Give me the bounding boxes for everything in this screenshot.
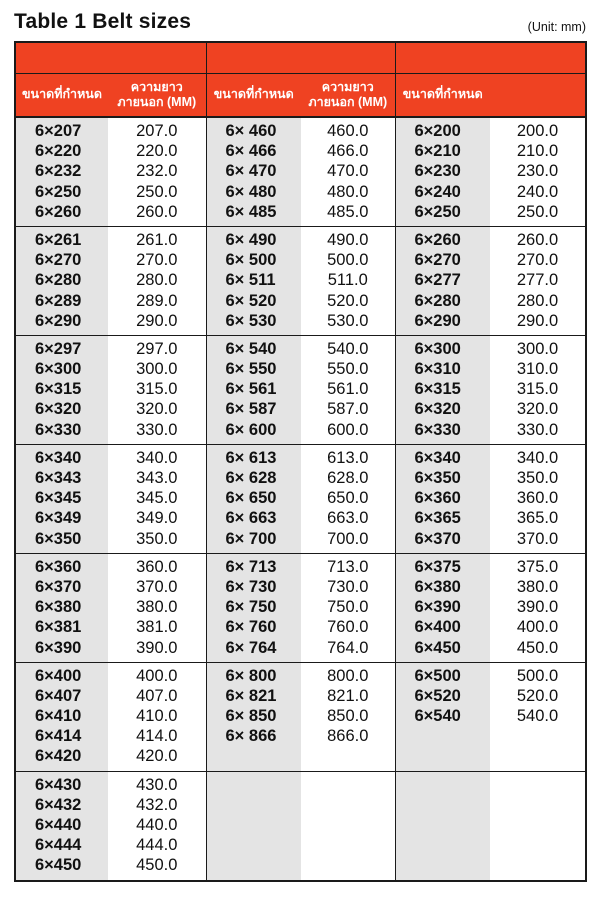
outer-length-value: 207.0	[136, 122, 178, 140]
header-band-section-2	[206, 42, 395, 73]
outer-length-value: 300.0	[136, 360, 178, 379]
length-cell	[490, 226, 586, 335]
belt-size-value: 6×390	[414, 598, 461, 617]
belt-size-value: 6×520	[414, 686, 461, 705]
size-column-header: ขนาดที่กำหนด	[395, 73, 490, 117]
belt-size-value: 6× 600	[225, 420, 277, 439]
length-cell	[301, 771, 395, 880]
outer-length-value: 260.0	[136, 202, 178, 221]
belt-size-value: 6×381	[35, 618, 82, 637]
outer-length-value: 300.0	[516, 339, 559, 358]
outer-length-value: 530.0	[327, 311, 369, 330]
length-cell	[108, 553, 206, 662]
outer-length-value: 375.0	[516, 557, 559, 576]
length-cell	[490, 335, 586, 444]
outer-length-value: 650.0	[327, 489, 369, 508]
outer-length-value: 400.0	[516, 618, 559, 637]
header-band-section-3	[395, 42, 586, 73]
belt-size-value: 6×350	[414, 469, 461, 487]
outer-length-value: 330.0	[516, 420, 559, 439]
outer-length-value: 466.0	[327, 142, 369, 161]
belt-size-value: 6×343	[35, 469, 82, 487]
belt-size-value: 6× 520	[225, 291, 277, 310]
outer-length-value: 485.0	[327, 202, 369, 221]
size-cell	[206, 553, 301, 662]
length-cell	[490, 553, 586, 662]
belt-size-value: 6×444	[35, 836, 82, 855]
belt-size-value: 6×261	[35, 230, 82, 249]
outer-length-value: 290.0	[516, 311, 559, 330]
header-band-section-1	[15, 42, 206, 73]
length-cell	[301, 117, 395, 226]
outer-length-value: 315.0	[136, 380, 178, 399]
belt-size-value: 6× 850	[225, 707, 277, 726]
length-cell	[490, 662, 586, 771]
outer-length-value: 800.0	[327, 666, 369, 685]
size-cell	[395, 335, 490, 444]
belt-size-value: 6×240	[414, 182, 461, 201]
table-group-row	[15, 117, 586, 226]
outer-length-value: 460.0	[327, 122, 369, 140]
belt-size-value: 6×300	[414, 339, 461, 358]
outer-length-value: 613.0	[327, 448, 369, 467]
belt-size-value: 6×320	[35, 400, 82, 419]
belt-size-value: 6×440	[35, 816, 82, 834]
outer-length-value: 320.0	[516, 400, 559, 419]
belt-size-value: 6×400	[35, 666, 82, 685]
belt-size-value: 6× 663	[225, 509, 277, 528]
outer-length-value: 520.0	[327, 291, 369, 310]
size-cell	[206, 226, 301, 335]
outer-length-value: 628.0	[327, 469, 369, 487]
outer-length-value: 407.0	[136, 686, 178, 705]
outer-length-value: 540.0	[516, 707, 559, 726]
outer-length-value: 240.0	[516, 182, 559, 201]
table-group-row	[15, 771, 586, 880]
belt-size-value: 6×320	[414, 400, 461, 419]
belt-size-value: 6×400	[414, 618, 461, 637]
outer-length-value: 340.0	[516, 448, 559, 467]
belt-size-value: 6×414	[35, 727, 82, 746]
belt-size-value: 6×340	[35, 448, 82, 467]
belt-size-value: 6× 750	[225, 598, 277, 617]
outer-length-value: 250.0	[516, 202, 559, 221]
belt-size-value: 6×250	[35, 182, 82, 201]
outer-length-value: 480.0	[327, 182, 369, 201]
size-cell	[395, 226, 490, 335]
length-cell	[490, 117, 586, 226]
length-header-line-1: ความยาว	[321, 79, 374, 94]
belt-size-value: 6× 650	[225, 489, 277, 508]
belt-size-value: 6× 540	[225, 339, 277, 358]
outer-length-value: 343.0	[136, 469, 178, 487]
outer-length-value: 380.0	[136, 598, 178, 617]
belt-size-table	[14, 41, 587, 882]
outer-length-value: 500.0	[327, 251, 369, 270]
size-cell	[15, 553, 108, 662]
belt-size-value: 6× 470	[225, 162, 277, 181]
outer-length-value: 350.0	[516, 469, 559, 487]
table-group-row	[15, 226, 586, 335]
length-cell	[108, 771, 206, 880]
outer-length-value: 365.0	[516, 509, 559, 528]
outer-length-value: 490.0	[327, 230, 369, 249]
belt-size-value: 6×370	[35, 577, 82, 596]
outer-length-value: 390.0	[136, 638, 178, 657]
outer-length-value: 390.0	[516, 598, 559, 617]
outer-length-value: 360.0	[516, 489, 559, 508]
belt-size-value: 6×360	[414, 489, 461, 508]
belt-size-value: 6×280	[414, 291, 461, 310]
belt-size-value: 6×210	[414, 142, 461, 161]
belt-size-value: 6× 561	[225, 380, 277, 399]
belt-size-value: 6×277	[414, 271, 461, 290]
belt-size-value: 6× 530	[225, 311, 277, 330]
size-cell	[206, 444, 301, 553]
outer-length-value: 310.0	[516, 360, 559, 379]
outer-length-value: 561.0	[327, 380, 369, 399]
title-bar	[0, 0, 600, 40]
outer-length-value: 297.0	[136, 339, 178, 358]
belt-size-value: 6×260	[414, 230, 461, 249]
belt-size-value: 6×360	[35, 557, 82, 576]
table-group-row	[15, 444, 586, 553]
belt-size-value: 6×345	[35, 489, 82, 508]
belt-size-value: 6×365	[414, 509, 461, 528]
outer-length-value: 600.0	[327, 420, 369, 439]
belt-size-value: 6× 466	[225, 142, 277, 161]
belt-size-value: 6×407	[35, 686, 82, 705]
belt-size-value: 6× 866	[225, 727, 277, 746]
column-header-row	[15, 73, 586, 117]
outer-length-value: 350.0	[136, 529, 178, 548]
size-cell	[395, 444, 490, 553]
belt-size-value: 6×289	[35, 291, 82, 310]
belt-size-value: 6×500	[414, 666, 461, 685]
belt-size-value: 6×290	[35, 311, 82, 330]
belt-size-value: 6× 700	[225, 529, 277, 548]
outer-length-value: 232.0	[136, 162, 178, 181]
length-cell	[108, 117, 206, 226]
outer-length-value: 414.0	[136, 727, 178, 746]
size-column-header: ขนาดที่กำหนด	[15, 73, 108, 117]
outer-length-value: 866.0	[327, 727, 369, 746]
belt-size-value: 6×200	[414, 122, 461, 140]
size-cell	[395, 771, 490, 880]
outer-length-value: 381.0	[136, 618, 178, 637]
table-group-row	[15, 553, 586, 662]
belt-size-value: 6×370	[414, 529, 461, 548]
belt-size-value: 6× 713	[225, 557, 277, 576]
outer-length-value: 444.0	[136, 836, 178, 855]
size-cell	[15, 226, 108, 335]
outer-length-value: 700.0	[327, 529, 369, 548]
outer-length-value: 370.0	[136, 577, 178, 596]
outer-length-value: 420.0	[136, 747, 178, 766]
belt-size-value: 6× 550	[225, 360, 277, 379]
belt-size-value: 6× 821	[225, 686, 277, 705]
length-column-header	[301, 73, 395, 117]
outer-length-value: 360.0	[136, 557, 178, 576]
length-column-header	[108, 73, 206, 117]
length-cell	[108, 662, 206, 771]
belt-size-value: 6× 613	[225, 448, 277, 467]
size-column-header: ขนาดที่กำหนด	[206, 73, 301, 117]
size-cell	[206, 335, 301, 444]
belt-size-value: 6× 460	[225, 122, 277, 140]
outer-length-value: 210.0	[516, 142, 559, 161]
belt-size-value: 6×220	[35, 142, 82, 161]
belt-size-value: 6×330	[414, 420, 461, 439]
size-cell	[395, 553, 490, 662]
size-cell	[15, 444, 108, 553]
size-cell	[15, 117, 108, 226]
belt-size-value: 6×432	[35, 795, 82, 814]
length-cell	[108, 444, 206, 553]
belt-size-value: 6× 800	[225, 666, 277, 685]
outer-length-value: 430.0	[136, 775, 178, 794]
belt-size-value: 6×390	[35, 638, 82, 657]
belt-size-value: 6× 490	[225, 230, 277, 249]
length-cell	[108, 335, 206, 444]
belt-size-value: 6×270	[35, 251, 82, 270]
belt-size-value: 6×250	[414, 202, 461, 221]
belt-size-value: 6×260	[35, 202, 82, 221]
outer-length-value: 550.0	[327, 360, 369, 379]
outer-length-value: 587.0	[327, 400, 369, 419]
length-cell	[490, 444, 586, 553]
size-cell	[15, 335, 108, 444]
belt-size-value: 6× 500	[225, 251, 277, 270]
outer-length-value: 764.0	[327, 638, 369, 657]
unit-label: (Unit: mm)	[527, 20, 586, 34]
outer-length-value: 320.0	[136, 400, 178, 419]
outer-length-value: 821.0	[327, 686, 369, 705]
belt-size-value: 6× 587	[225, 400, 277, 419]
length-cell	[108, 226, 206, 335]
belt-size-value: 6×290	[414, 311, 461, 330]
belt-size-value: 6×350	[35, 529, 82, 548]
belt-size-value: 6×207	[35, 122, 82, 140]
table-title: Table 1 Belt sizes	[14, 10, 192, 33]
length-cell	[301, 553, 395, 662]
belt-size-value: 6×230	[414, 162, 461, 181]
belt-size-value: 6× 628	[225, 469, 277, 487]
outer-length-value: 750.0	[327, 598, 369, 617]
belt-size-value: 6×315	[414, 380, 461, 399]
outer-length-value: 230.0	[516, 162, 559, 181]
size-cell	[206, 662, 301, 771]
table-body	[15, 117, 586, 881]
outer-length-value: 432.0	[136, 795, 178, 814]
size-cell	[206, 771, 301, 880]
belt-size-value: 6× 511	[225, 271, 276, 290]
length-cell	[490, 771, 586, 880]
belt-size-value: 6×300	[35, 360, 82, 379]
length-cell	[301, 226, 395, 335]
outer-length-value: 345.0	[136, 489, 178, 508]
belt-size-value: 6×450	[414, 638, 461, 657]
length-column-header	[490, 73, 586, 117]
belt-size-value: 6× 480	[225, 182, 277, 201]
outer-length-value: 540.0	[327, 339, 369, 358]
belt-size-value: 6×450	[35, 856, 82, 875]
size-cell	[15, 662, 108, 771]
outer-length-value: 349.0	[136, 509, 178, 528]
belt-size-value: 6×340	[414, 448, 461, 467]
outer-length-value: 290.0	[136, 311, 178, 330]
outer-length-value: 450.0	[516, 638, 559, 657]
outer-length-value: 400.0	[136, 666, 178, 685]
outer-length-value: 289.0	[136, 291, 178, 310]
outer-length-value: 410.0	[136, 707, 178, 726]
belt-size-value: 6×315	[35, 380, 82, 399]
outer-length-value: 270.0	[516, 251, 559, 270]
outer-length-value: 850.0	[327, 707, 369, 726]
outer-length-value: 440.0	[136, 816, 178, 834]
belt-size-value: 6×270	[414, 251, 461, 270]
table-group-row	[15, 335, 586, 444]
belt-size-value: 6×349	[35, 509, 82, 528]
outer-length-value: 520.0	[516, 686, 559, 705]
outer-length-value: 280.0	[516, 291, 559, 310]
belt-size-value: 6×375	[414, 557, 461, 576]
belt-size-value: 6×310	[414, 360, 461, 379]
outer-length-value: 470.0	[327, 162, 369, 181]
belt-size-value: 6×380	[35, 598, 82, 617]
size-cell	[206, 117, 301, 226]
outer-length-value: 277.0	[516, 271, 559, 290]
outer-length-value: 261.0	[136, 230, 178, 249]
outer-length-value: 663.0	[327, 509, 369, 528]
belt-size-value: 6× 764	[225, 638, 277, 657]
length-cell	[301, 444, 395, 553]
size-cell	[15, 771, 108, 880]
outer-length-value: 760.0	[327, 618, 369, 637]
outer-length-value: 280.0	[136, 271, 178, 290]
length-header-line-2: ภายนอก (MM)	[308, 94, 388, 109]
outer-length-value: 250.0	[136, 182, 178, 201]
belt-size-value: 6× 730	[225, 577, 277, 596]
belt-size-value: 6×430	[35, 775, 82, 794]
outer-length-value: 270.0	[136, 251, 178, 270]
belt-size-value: 6×297	[35, 339, 82, 358]
size-cell	[395, 117, 490, 226]
length-cell	[301, 662, 395, 771]
outer-length-value: 713.0	[327, 557, 369, 576]
belt-size-value: 6×380	[414, 577, 461, 596]
outer-length-value: 511.0	[327, 271, 368, 290]
outer-length-value: 370.0	[516, 529, 559, 548]
outer-length-value: 315.0	[516, 380, 559, 399]
belt-size-value: 6×232	[35, 162, 82, 181]
length-header-line-1: ความยาว	[130, 79, 183, 94]
belt-size-value: 6×280	[35, 271, 82, 290]
outer-length-value: 330.0	[136, 420, 178, 439]
outer-length-value: 730.0	[327, 577, 369, 596]
length-header-line-2: ภายนอก (MM)	[117, 94, 197, 109]
table-group-row	[15, 662, 586, 771]
outer-length-value: 380.0	[516, 577, 559, 596]
belt-size-value: 6× 485	[225, 202, 277, 221]
belt-size-value: 6×410	[35, 707, 82, 726]
outer-length-value: 340.0	[136, 448, 178, 467]
outer-length-value: 450.0	[136, 856, 178, 875]
outer-length-value: 260.0	[516, 230, 559, 249]
belt-size-value: 6×330	[35, 420, 82, 439]
header-band-row	[15, 42, 586, 73]
belt-size-value: 6×540	[414, 707, 461, 726]
belt-size-value: 6×420	[35, 747, 82, 766]
outer-length-value: 220.0	[136, 142, 178, 161]
length-cell	[301, 335, 395, 444]
outer-length-value: 200.0	[516, 122, 559, 140]
belt-size-value: 6× 760	[225, 618, 277, 637]
outer-length-value: 500.0	[516, 666, 559, 685]
size-cell	[395, 662, 490, 771]
